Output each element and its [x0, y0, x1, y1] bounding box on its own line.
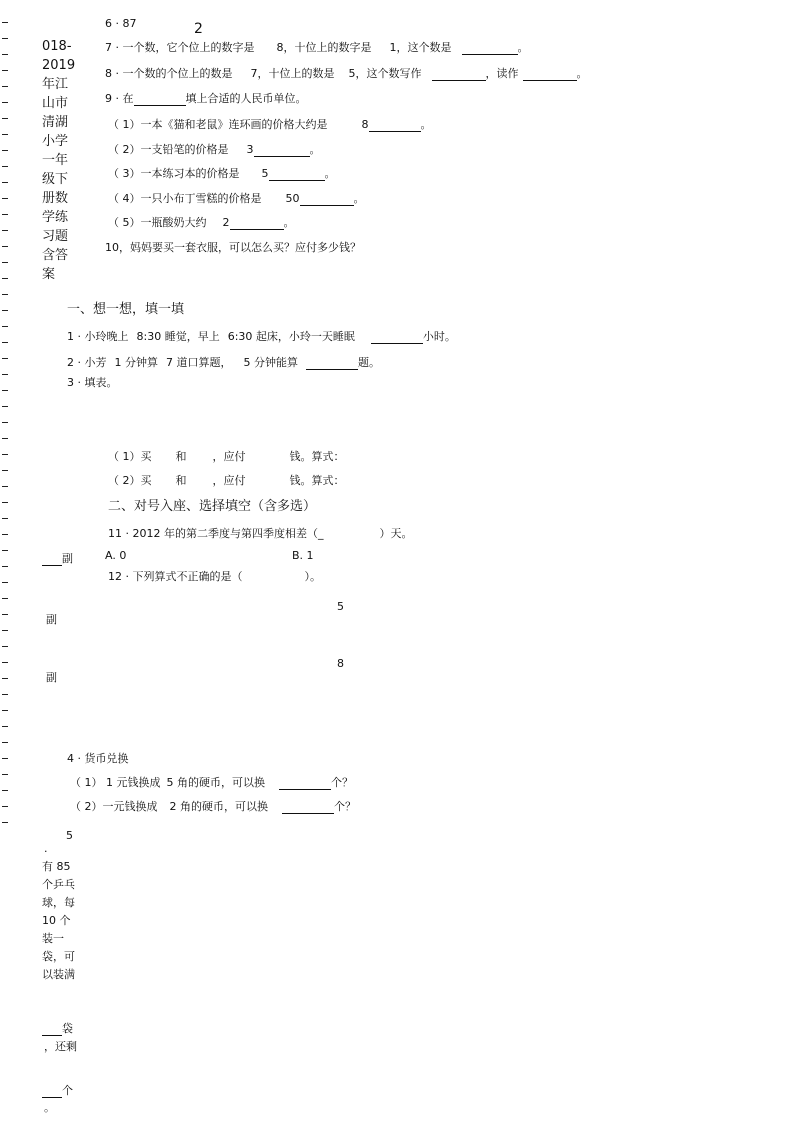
- cut-dash: [2, 198, 8, 199]
- cut-dash: [2, 534, 8, 535]
- question-10: 10，妈妈要买一套衣服，可以怎么买？应付多少钱？: [105, 241, 361, 254]
- cut-dash: [2, 294, 8, 295]
- question-5-bag: 袋: [42, 1022, 73, 1036]
- cut-dash: [2, 422, 8, 423]
- cut-dash: [2, 646, 8, 647]
- cut-dash: [2, 86, 8, 87]
- cut-dash: [2, 678, 8, 679]
- question-5-text: 有 85 个乒乓球，每 10 个装一袋，可以装满: [42, 860, 75, 981]
- cut-dash: [2, 598, 8, 599]
- option-b[interactable]: B. 1: [292, 549, 314, 562]
- cut-dash: [2, 102, 8, 103]
- answer-blank[interactable]: [42, 553, 62, 566]
- purchase-line-1: （ 1）买 和 ，应付 钱。算式：: [108, 450, 345, 463]
- cut-dash: [2, 166, 8, 167]
- cut-dash: [2, 742, 8, 743]
- cut-dash: [2, 822, 8, 823]
- cut-dash: [2, 518, 8, 519]
- cut-dash: [2, 694, 8, 695]
- answer-blank[interactable]: [254, 144, 310, 157]
- question-5-ge: 个: [42, 1084, 73, 1098]
- answer-blank[interactable]: [42, 1023, 62, 1036]
- cut-dash: [2, 438, 8, 439]
- cut-dash: [2, 22, 8, 23]
- cut-dash: [2, 582, 8, 583]
- cut-dash: [2, 230, 8, 231]
- cut-dash: [2, 454, 8, 455]
- cut-dash: [2, 278, 8, 279]
- cut-dash: [2, 726, 8, 727]
- answer-blank[interactable]: [134, 93, 186, 106]
- question-9-item: （ 3）一本练习本的价格是 5 。: [108, 167, 336, 180]
- cut-dash: [2, 246, 8, 247]
- answer-blank[interactable]: [279, 777, 331, 790]
- cut-dash: [2, 118, 8, 119]
- cut-dash: [2, 630, 8, 631]
- cut-dash: [2, 150, 8, 151]
- question-9-item: （ 4）一只小布丁雪糕的价格是 50 。: [108, 192, 365, 205]
- cut-dash: [2, 710, 8, 711]
- answer-blank[interactable]: [269, 168, 325, 181]
- answer-blank[interactable]: [306, 357, 358, 370]
- cut-dash: [2, 326, 8, 327]
- question-4-item: （ 1） 1 元钱换成 5 角的硬币，可以换 个？: [70, 776, 353, 789]
- question-4-item: （ 2）一元钱换成 2 角的硬币，可以换 个？: [70, 800, 356, 813]
- cut-dash: [2, 406, 8, 407]
- cut-dash: [2, 182, 8, 183]
- cut-dash: [2, 374, 8, 375]
- fragment-5: 5: [337, 600, 344, 613]
- cut-dash: [2, 342, 8, 343]
- cut-dash: [2, 550, 8, 551]
- question-9-item: （ 2）一支铅笔的价格是 3 。: [108, 143, 321, 156]
- question-7: 7 · 一个数，它个位上的数字是 8，十位上的数字是 1，这个数是 。: [105, 41, 529, 54]
- answer-blank[interactable]: [230, 217, 284, 230]
- answer-blank[interactable]: [371, 331, 423, 344]
- cut-dash: [2, 790, 8, 791]
- cut-dash: [2, 774, 8, 775]
- section1-question-1: 1 · 小玲晚上 8:30 睡觉，早上 6:30 起床，小玲一天睡眠 小时。: [67, 330, 456, 343]
- question-6-superscript: 2: [194, 21, 203, 37]
- document-title: 018-2019年江山市清湖小学一年级下册数学练习题含答案: [42, 39, 76, 282]
- answer-blank[interactable]: [369, 119, 421, 132]
- answer-blank[interactable]: [282, 801, 334, 814]
- cut-dash: [2, 806, 8, 807]
- purchase-line-2: （ 2）买 和 ，应付 钱。算式：: [108, 474, 345, 487]
- question-11-left-fragment: 副: [42, 552, 73, 566]
- section1-question-3: 3 · 填表。: [67, 376, 118, 389]
- cut-dash: [2, 566, 8, 567]
- cut-dash: [2, 262, 8, 263]
- question-9: 9 · 在 填上合适的人民币单位。: [105, 92, 307, 105]
- section-heading-1: 一、想一想，填一填: [67, 302, 185, 317]
- cut-dash: [2, 390, 8, 391]
- cut-dash: [2, 486, 8, 487]
- answer-blank[interactable]: [462, 42, 518, 55]
- section1-question-2: 2 · 小芳 1 分钟算 7 道口算题， 5 分钟能算 题。: [67, 356, 380, 369]
- answer-blank[interactable]: [432, 68, 486, 81]
- answer-blank[interactable]: [523, 68, 577, 81]
- cut-dash: [2, 70, 8, 71]
- cut-dash: [2, 134, 8, 135]
- fragment-8: 8: [337, 657, 344, 670]
- question-11: 11 · 2012 年的第二季度与第四季度相差（_ ）天。: [108, 527, 413, 540]
- question-6: 6 · 87: [105, 17, 137, 30]
- cut-dash: [2, 470, 8, 471]
- question-5-number: 5: [66, 829, 73, 842]
- fragment-fu-2: 副: [46, 671, 57, 684]
- answer-blank[interactable]: [42, 1085, 62, 1098]
- cut-dash: [2, 310, 8, 311]
- question-9-item: （ 5）一瓶酸奶大约 2 。: [108, 216, 295, 229]
- cut-dash: [2, 38, 8, 39]
- cut-dash: [2, 502, 8, 503]
- question-5-end: 。: [44, 1101, 55, 1114]
- cut-dash: [2, 54, 8, 55]
- question-8: 8 · 一个数的个位上的数是 7，十位上的数是 5，这个数写作 ，读作 。: [105, 67, 588, 80]
- question-9-item: （ 1）一本《猫和老鼠》连环画的价格大约是 8 。: [108, 118, 432, 131]
- cut-dash: [2, 758, 8, 759]
- section-heading-2: 二、对号入座、选择填空（含多选）: [108, 499, 317, 514]
- cut-dash: [2, 358, 8, 359]
- question-5-rest: ，还剩: [44, 1040, 77, 1053]
- answer-blank[interactable]: [300, 193, 354, 206]
- fragment-fu-1: 副: [46, 613, 57, 626]
- cut-dash: [2, 662, 8, 663]
- question-5-dot: ·: [44, 845, 48, 858]
- option-a[interactable]: A. 0: [105, 549, 127, 562]
- question-4: 4 · 货币兑换: [67, 752, 129, 765]
- question-12: 12 · 下列算式不正确的是（ ）。: [108, 570, 321, 583]
- cut-dash: [2, 214, 8, 215]
- cut-dash: [2, 614, 8, 615]
